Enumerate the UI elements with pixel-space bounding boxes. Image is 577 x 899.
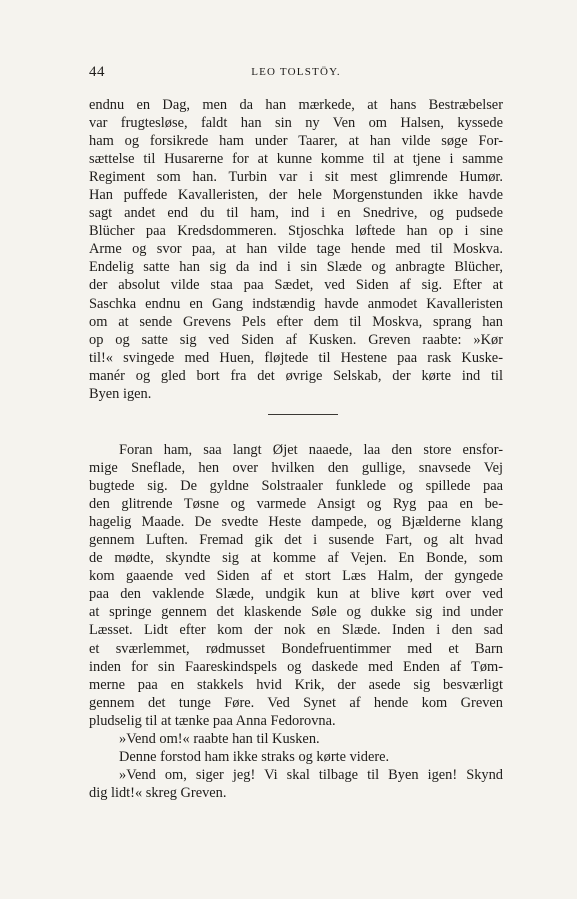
text-line: Læsset. Lidt efter kom der nok en Slæde. Inden i den sad [89, 622, 503, 639]
dialogue-line: dig lidt!« skreg Greven. [89, 784, 227, 801]
text-line: sagt andet end du til ham, ind i en Snedrive, og pudsede [89, 205, 503, 222]
text-line: et sværlemmet, rødmusset Bondefruentimmer med et Barn [89, 640, 503, 657]
text-line: den glitrende Tøsne og varmede Ansigt og Ryg paa en be- [89, 496, 503, 513]
text-line: gennem Luften. Fremad gik det i susende Fart, og alt hvad [89, 532, 503, 549]
text-line: endnu en Dag, men da han mærkede, at hans Bestræbelser [89, 97, 503, 113]
section-divider [268, 414, 338, 415]
text-line: ham og forsikrede ham under Taarer, at han vilde søge For- [89, 133, 503, 150]
text-line: om at sende Grevens Pels efter dem til Moskva, sprang han [89, 313, 503, 330]
text-line: Regiment som han. Turbin var i sit mest glimrende Humør. [89, 169, 503, 186]
text-line: Byen igen. [89, 385, 152, 402]
text-line: Han puffede Kavalleristen, der hele Morgenstunden ikke havde [89, 187, 503, 204]
running-head: LEO TOLSTÖY. [251, 66, 341, 78]
text-line: til!« svingede med Huen, fløjtede til Hestene paa rask Kuske- [89, 349, 503, 366]
page-number: 44 [89, 64, 105, 80]
text-line: Saschka endnu en Gang indstændig havde anmodet Kavalleristen [89, 295, 503, 312]
text-line: kom gaaende ved Siden af et stort Læs Halm, der gyngede [89, 568, 503, 585]
text-line: sættelse til Husarerne for at kunne komme til at tjene i samme [89, 151, 503, 168]
text-line: de mødte, skyndte sig at komme af Vejen. En Bonde, som [89, 550, 503, 567]
text-line: bugtede sig. De gyldne Solstraaler funklede og spillede paa [89, 478, 503, 495]
text-line: Endelig satte han sig da ind i sin Slæde og anbragte Blücher, [89, 259, 503, 276]
text-line: mige Sneflade, hen over hvilken den gullige, snavsede Vej [89, 460, 503, 477]
text-line: der absolut vilde staa paa Sædet, ved Siden af sig. Efter at [89, 277, 503, 294]
paragraph-1 [89, 96, 503, 403]
text-line: merne paa en stakkels hvid Krik, der asede sig besværligt [89, 676, 503, 693]
text-line: paa den vaklende Slæde, undgik kun at blive kørt over ved [89, 586, 503, 603]
text-line: gennem det tunge Føre. Ved Synet af hende kom Greven [89, 694, 503, 711]
text-line: Arme og svor paa, at han vilde tage hende med til Moskva. [89, 241, 503, 258]
paragraph-2 [89, 441, 503, 802]
text-line: manér og gled bort fra det øvrige Selskab, der kørte ind til [89, 367, 503, 384]
dialogue-line: »Vend om, siger jeg! Vi skal tilbage til Byen igen! Skynd [119, 766, 503, 783]
text-line: Foran ham, saa langt Øjet naaede, laa den store ensfor- [119, 442, 503, 458]
text-line: op og satte sig ved Siden af Kusken. Greven raabte: »Kør [89, 331, 503, 348]
dialogue-line: »Vend om!« raabte han til Kusken. [119, 730, 320, 747]
text-line: Denne forstod ham ikke straks og kørte videre. [119, 748, 390, 765]
text-line: at springe gennem det klaskende Søle og dukke sig ind under [89, 604, 503, 621]
text-line: inden for sin Faareskindspels og daskede med Enden af Tøm- [89, 658, 503, 675]
text-line: pludselig til at tænke paa Anna Fedorovna. [89, 712, 336, 729]
text-line: var frugtesløse, faldt han sin ny Ven om Halsen, kyssede [89, 115, 503, 132]
text-line: hagelig Maade. De svedte Heste dampede, og Bjælderne klang [89, 514, 503, 531]
text-line: Blücher paa Kredsdommeren. Stjoschka løftede han op i sine [89, 223, 503, 240]
page-header [89, 64, 503, 86]
